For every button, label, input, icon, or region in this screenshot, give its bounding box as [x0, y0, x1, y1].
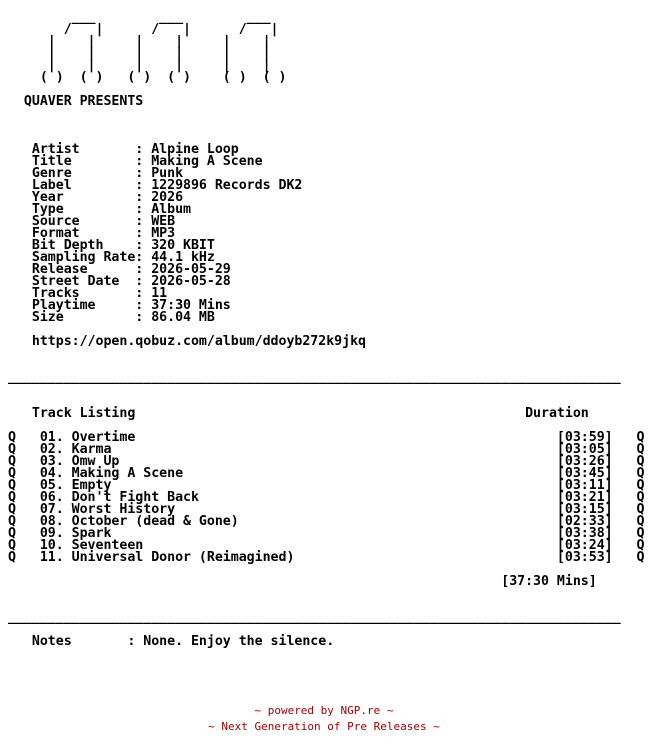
nfo-line — [8, 348, 644, 360]
footer-tagline: ~ Next Generation of Pre Releases ~ — [208, 720, 440, 733]
nfo-line: Year : 2026 — [8, 190, 184, 205]
nfo-line: Bit Depth : 320 KBIT — [8, 238, 215, 253]
nfo-text — [8, 0, 644, 648]
nfo-line: Playtime : 37:30 Mins — [8, 298, 231, 313]
nfo-line: | | | | | | — [8, 58, 271, 73]
nfo-line: Q 05. Empty [03:11] Q — [8, 478, 645, 493]
nfo-line: Q 01. Overtime [03:59] Q — [8, 430, 645, 445]
nfo-line: Track Listing Duration — [8, 406, 589, 421]
nfo-line: [37:30 Mins] — [8, 574, 597, 589]
nfo-line: Q 07. Worst History [03:15] Q — [8, 502, 645, 517]
nfo-line: Q 03. Omw Up [03:26] Q — [8, 454, 645, 469]
nfo-line: Label : 1229896 Records DK2 — [8, 178, 303, 193]
nfo-line: Size : 86.04 MB — [8, 310, 215, 325]
nfo-line: Street Date : 2026-05-28 — [8, 274, 231, 289]
nfo-line: | | | | | | — [8, 46, 271, 61]
nfo-line — [8, 384, 644, 396]
nfo-line — [8, 108, 644, 120]
nfo-line: Q 10. Seventeen [03:24] Q — [8, 538, 645, 553]
nfo-line: Format : MP3 — [8, 226, 176, 241]
nfo-line: Genre : Punk — [8, 166, 184, 181]
nfo-line: Tracks : 11 — [8, 286, 168, 301]
nfo-line: Q 04. Making A Scene [03:45] Q — [8, 466, 645, 481]
footer — [0, 703, 648, 735]
nfo-line: ___ ___ ___ — [8, 10, 271, 25]
nfo-line: _____________________________________________________________________________ — [8, 610, 621, 625]
nfo-line: Type : Album — [8, 202, 191, 217]
nfo-line: Q 09. Spark [03:38] Q — [8, 526, 645, 541]
nfo-line: Artist : Alpine Loop — [8, 142, 239, 157]
nfo-line: | | | | | | — [8, 34, 271, 49]
nfo-line: Q 06. Don't Fight Back [03:21] Q — [8, 490, 645, 505]
nfo-line: _____________________________________________________________________________ — [8, 370, 621, 385]
nfo-line: Q 08. October (dead & Gone) [02:33] Q — [8, 514, 645, 529]
nfo-line: Q 11. Universal Donor (Reimagined) [03:53] Q — [8, 550, 645, 565]
nfo-line: / | / | / | — [8, 22, 279, 37]
nfo-line — [8, 120, 644, 132]
nfo-line: https://open.qobuz.com/album/ddoyb272k9jkq — [8, 334, 366, 349]
nfo-line: Source : WEB — [8, 214, 176, 229]
nfo-line: Release : 2026-05-29 — [8, 262, 231, 277]
nfo-line: QUAVER PRESENTS — [8, 94, 144, 109]
nfo-line: Sampling Rate: 44.1 kHz — [8, 250, 215, 265]
nfo-line: Title : Making A Scene — [8, 154, 263, 169]
nfo-line: Notes : None. Enjoy the silence. — [8, 634, 335, 649]
nfo-line — [8, 588, 644, 600]
nfo-line: ( ) ( ) ( ) ( ) ( ) ( ) — [8, 70, 287, 85]
footer-powered-by: ~ powered by NGP.re ~ — [254, 704, 394, 717]
nfo-line: Q 02. Karma [03:05] Q — [8, 442, 645, 457]
